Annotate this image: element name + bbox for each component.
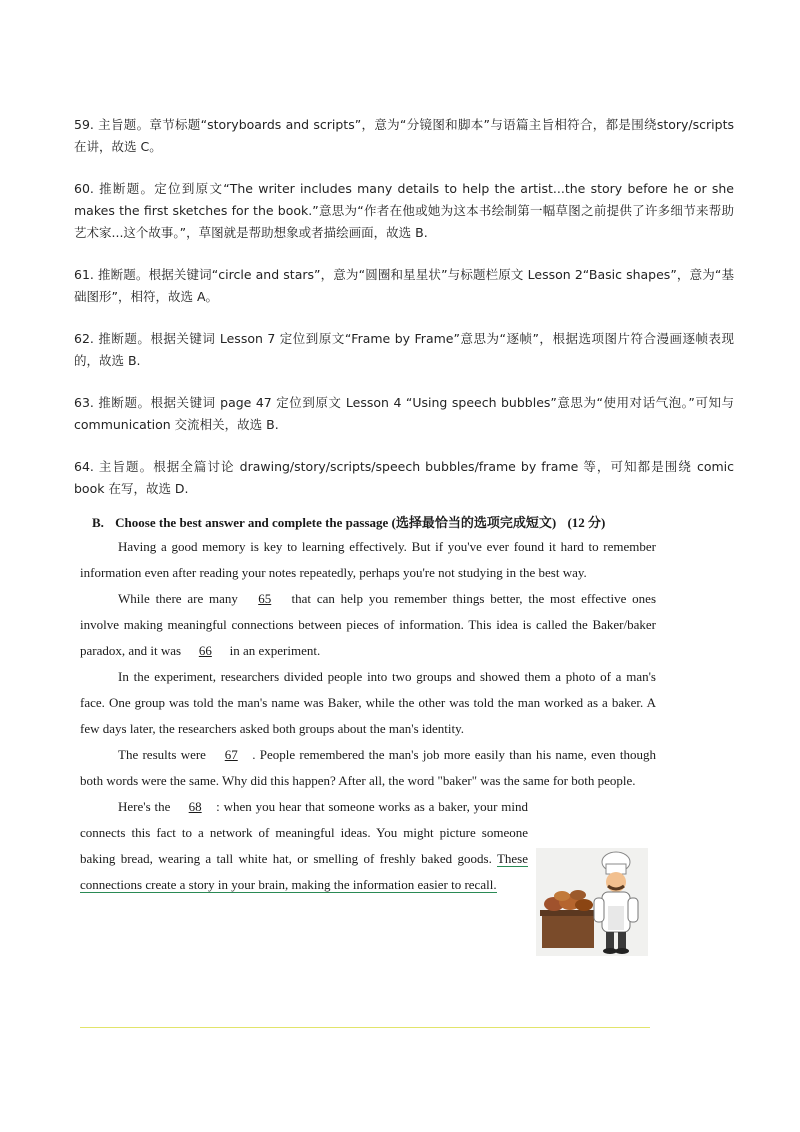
- answer-59: 59. 主旨题。章节标题“storyboards and scripts”，意为“分镜图和脚本”与语篇主旨相符合，都是围绕story/scripts 在讲，故选 C。: [74, 117, 734, 154]
- chef-illustration: [536, 848, 648, 956]
- paragraph-4: [80, 742, 656, 794]
- blank-67: 67: [224, 747, 238, 762]
- section-heading: [92, 512, 656, 534]
- paragraph-4-text-a: The results were: [118, 747, 211, 762]
- section-title: Choose the best answer and complete the passage (选择最恰当的选项完成短文): [115, 515, 557, 530]
- paragraph-2-text-a: While there are many: [118, 591, 244, 606]
- answer-64: 64. 主旨题。根据全篇讨论 drawing/story/scripts/speech bubbles/frame by frame 等，可知都是围绕 comic book 在写，故选 D.: [74, 459, 734, 496]
- paragraph-3: In the experiment, researchers divided people into two groups and showed them a photo of a man's face. One group was told the man's name was Baker, while the other was told the man worked as a baker. A few days later, the researchers asked both groups about the man's identity.: [80, 669, 656, 736]
- answer-explanations: [74, 114, 734, 520]
- section-label: B.: [92, 515, 104, 530]
- blank-65: 65: [258, 591, 272, 606]
- cloze-section: [80, 512, 656, 898]
- section-points: (12 分): [567, 515, 606, 530]
- answer-61: 61. 推断题。根据关键词“circle and stars”，意为“圆圈和星星状”与标题栏原文 Lesson 2“Basic shapes”，意为“基础图形”，相符，故选 A。: [74, 267, 734, 304]
- paragraph-2-text-c: in an experiment.: [226, 643, 321, 658]
- answer-62: 62. 推断题。根据关键词 Lesson 7 定位到原文“Frame by Frame”意思为“逐帧”，根据选项图片符合漫画逐帧表现的，故选 B.: [74, 331, 734, 368]
- blank-68: 68: [188, 799, 202, 814]
- yellow-divider-line: [80, 1027, 650, 1028]
- paragraph-5-text-a: Here's the: [118, 799, 175, 814]
- paragraph-4-text-b: . People remembered the man's job more easily than his name, even though both words were the same. Why did this happen? After all, the word "baker" was the same for both people.: [80, 747, 656, 788]
- paragraph-5: [80, 794, 528, 898]
- paragraph-2-text-b: that can help you remember things better, the most effective ones involve making meaningful connections between pieces of information. This idea is called the Baker/baker paradox, and it was: [80, 591, 656, 658]
- paragraph-2: [80, 586, 656, 664]
- paragraph-5-text-b: : when you hear that someone works as a baker, your mind connects this fact to a network of meaningful ideas. You might picture someone baking bread, wearing a tall white hat, or smelling of freshly baked goods.: [80, 799, 528, 866]
- underlined-sentence: These connections create a story in your brain, making the information easier to recall.: [80, 851, 528, 892]
- answer-63: 63. 推断题。根据关键词 page 47 定位到原文 Lesson 4 “Using speech bubbles”意思为“使用对话气泡。”可知与 communication 交流相关，故选 B.: [74, 395, 734, 432]
- blank-66: 66: [198, 643, 212, 658]
- chef-baker-image: [536, 848, 648, 956]
- paragraph-1: Having a good memory is key to learning effectively. But if you've ever found it hard to remember information even after reading your notes repeatedly, perhaps you're not studying in the best way.: [80, 539, 656, 580]
- answer-60: 60. 推断题。定位到原文“The writer includes many details to help the artist...the story before he or she makes the first sketches for the book.”意思为“作者在他或她为这本书绘制第一幅草图之前提供了许多细节来帮助艺术家...这个故事。”，草图就是帮助想象或者描绘画面，故选 B.: [74, 181, 734, 240]
